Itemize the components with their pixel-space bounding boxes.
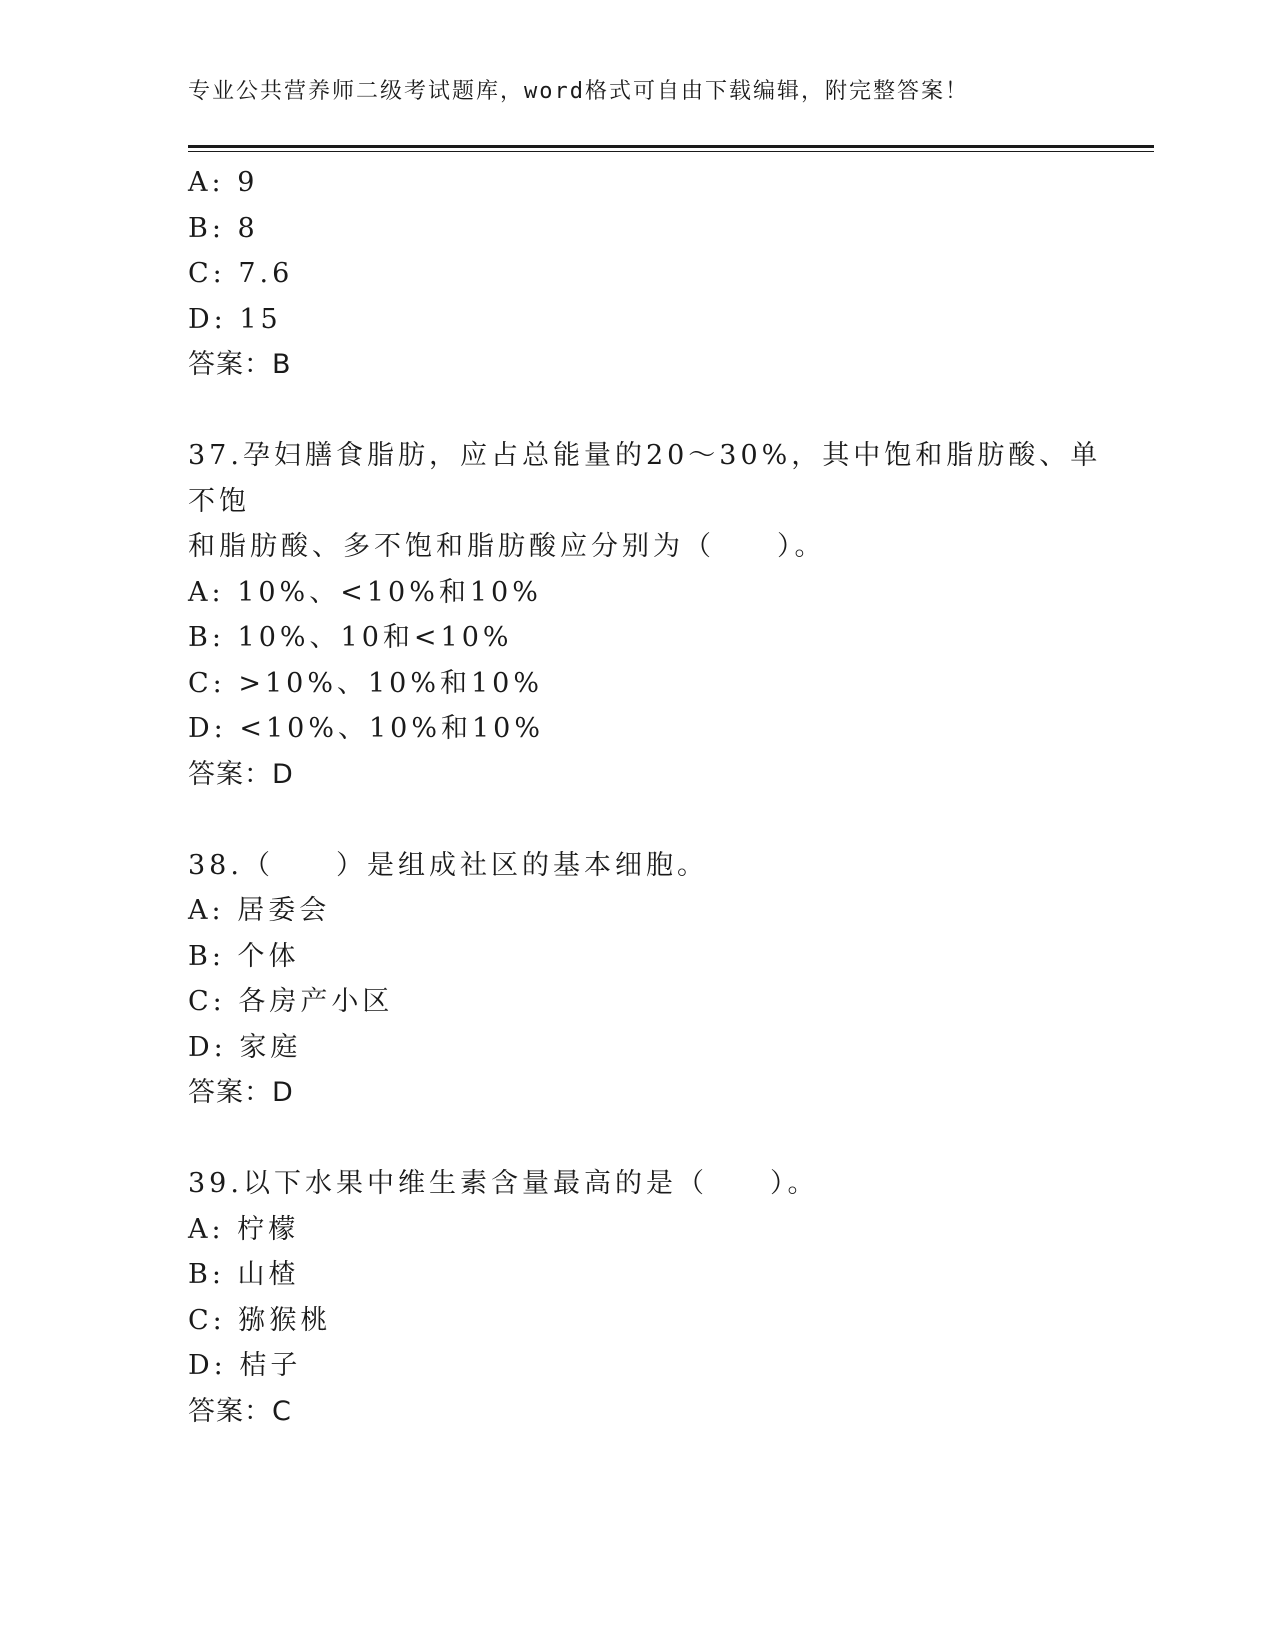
answer: 答案：B <box>188 349 292 380</box>
spacer <box>188 388 1118 434</box>
option-a: A: 居委会 <box>188 895 331 926</box>
option-c: C: 各房产小区 <box>188 986 394 1017</box>
option-a: A: 柠檬 <box>188 1213 300 1245</box>
document-content <box>188 160 1118 1434</box>
option-b: B: 个体 <box>188 940 300 972</box>
header-rule-thick <box>188 145 1154 148</box>
option-c: C: 猕猴桃 <box>188 1304 332 1336</box>
question-37 <box>188 433 1118 797</box>
page-header: 专业公共营养师二级考试题库，word格式可自由下载编辑，附完整答案！ <box>188 79 969 104</box>
question-38 <box>188 843 1118 1116</box>
question-stem: 38.（ ）是组成社区的基本细胞。 <box>188 849 708 881</box>
option-d: D: 家庭 <box>188 1031 302 1063</box>
option-b: B: 山楂 <box>188 1259 300 1290</box>
spacer <box>188 1116 1118 1162</box>
option-c: C: >10%、10%和10% <box>188 667 544 699</box>
option-d: D: <10%、10%和10% <box>188 713 545 744</box>
question-stem-continued: 和脂肪酸、多不饱和脂肪酸应分别为（ ）。 <box>188 531 826 562</box>
option-d: D: 桔子 <box>188 1350 302 1381</box>
header-rule-thin <box>188 151 1154 152</box>
option-c: C: 7.6 <box>188 258 294 289</box>
question-39 <box>188 1161 1118 1434</box>
option-b: B: 10%、10和<10% <box>188 622 513 653</box>
answer: 答案：D <box>188 1077 294 1108</box>
question-stem: 37.孕妇膳食脂肪，应占总能量的20～30%，其中饱和脂肪酸、单不饱 <box>188 440 1102 517</box>
option-a: A: 9 <box>188 167 259 198</box>
option-a: A: 10%、<10%和10% <box>188 576 542 608</box>
question-stem: 39.以下水果中维生素含量最高的是（ ）。 <box>188 1168 819 1199</box>
answer: 答案：C <box>188 1395 292 1427</box>
answer: 答案：D <box>188 758 294 790</box>
question-36-options <box>188 160 1118 388</box>
option-d: D: 15 <box>188 303 282 335</box>
option-b: B: 8 <box>188 212 259 244</box>
spacer <box>188 797 1118 843</box>
